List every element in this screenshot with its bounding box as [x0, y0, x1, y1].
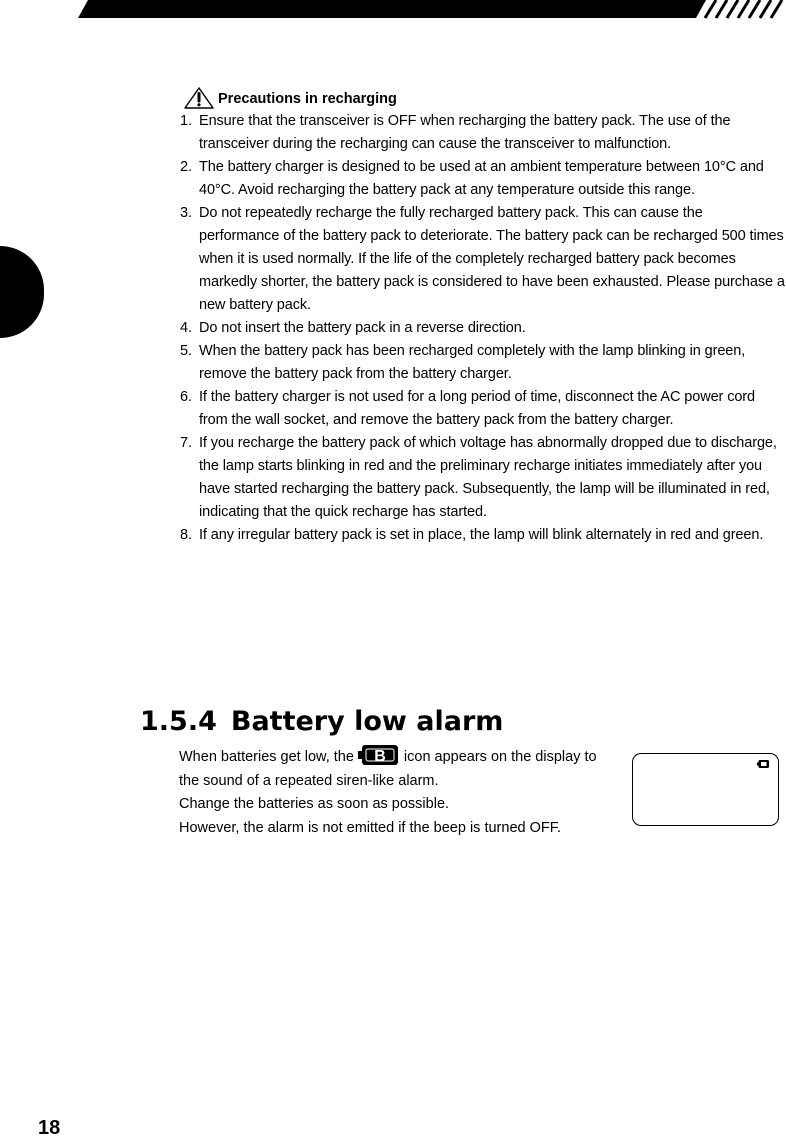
battery-low-icon [358, 745, 398, 765]
precautions-block [180, 86, 786, 547]
item-number: 4. [180, 320, 192, 336]
item-text: If the battery charger is not used for a long period of time, disconnect the AC power cord from the wall socket, and remove the battery pack from the battery charger. [199, 389, 756, 428]
warning-icon [182, 86, 216, 110]
battery-icon-letter: B [374, 748, 386, 766]
item-text: Ensure that the transceiver is OFF when recharging the battery pack. The use of the transceiver during the recharging can cause the transceiver to malfunction. [199, 113, 731, 152]
item-number: 5. [180, 343, 192, 359]
list-item [180, 156, 786, 202]
section-number: 1.5.4 [140, 706, 217, 737]
item-text: When the battery pack has been recharged completely with the lamp blinking in green, remove the battery pack from the battery charger. [199, 343, 746, 382]
item-number: 8. [180, 527, 192, 543]
alarm-paragraph: However, the alarm is not emitted if the beep is turned OFF. [179, 819, 562, 836]
item-number: 7. [180, 435, 192, 451]
precautions-heading [182, 86, 786, 110]
page-number: 18 [38, 1117, 61, 1139]
lcd-display-illustration [632, 753, 779, 826]
item-text: If you recharge the battery pack of which voltage has abnormally dropped due to discharge, the lamp starts blinking in red and the preliminary recharge initiates immediately after you have started recharging the battery pack. Subsequently, the lamp will be illuminated in red, indicating that the quick recharge has started. [199, 435, 777, 520]
alarm-text-before-icon: When batteries get low, the [179, 749, 354, 765]
chapter-tab [0, 246, 44, 338]
list-item [180, 386, 786, 432]
item-text: The battery charger is designed to be used at an ambient temperature between 10°C and 40°C. Avoid recharging the battery pack at any temperature outside this range. [199, 159, 764, 198]
section-title: Battery low alarm [230, 706, 504, 737]
lcd-battery-icon [757, 760, 769, 768]
item-number: 1. [180, 113, 192, 129]
item-number: 6. [180, 389, 192, 405]
alarm-text-after-icon: icon appears on the display to the sound of a repeated siren-like alarm. [179, 749, 597, 789]
header-bar [0, 0, 786, 20]
list-item [180, 110, 786, 156]
list-item [180, 340, 786, 386]
alarm-description [179, 746, 609, 840]
list-item [180, 317, 786, 340]
item-number: 3. [180, 205, 192, 221]
item-text: Do not insert the battery pack in a reverse direction. [199, 320, 526, 336]
section-heading [140, 702, 503, 742]
precautions-list [180, 110, 786, 547]
item-text: If any irregular battery pack is set in place, the lamp will blink alternately in red and green. [199, 527, 764, 543]
precautions-title: Precautions in recharging [218, 91, 397, 107]
list-item [180, 202, 786, 317]
alarm-paragraph: Change the batteries as soon as possible. [179, 796, 450, 813]
alarm-paragraph [179, 746, 609, 793]
list-item [180, 524, 786, 547]
list-item [180, 432, 786, 524]
item-text: Do not repeatedly recharge the fully recharged battery pack. This can cause the performance of the battery pack to deteriorate. The battery pack can be recharged 500 times when it is used normally. If the life of the completely recharged battery pack becomes markedly shorter, the battery pack is considered to have been exhausted. Please purchase a new battery pack. [199, 205, 785, 313]
item-number: 2. [180, 159, 192, 175]
